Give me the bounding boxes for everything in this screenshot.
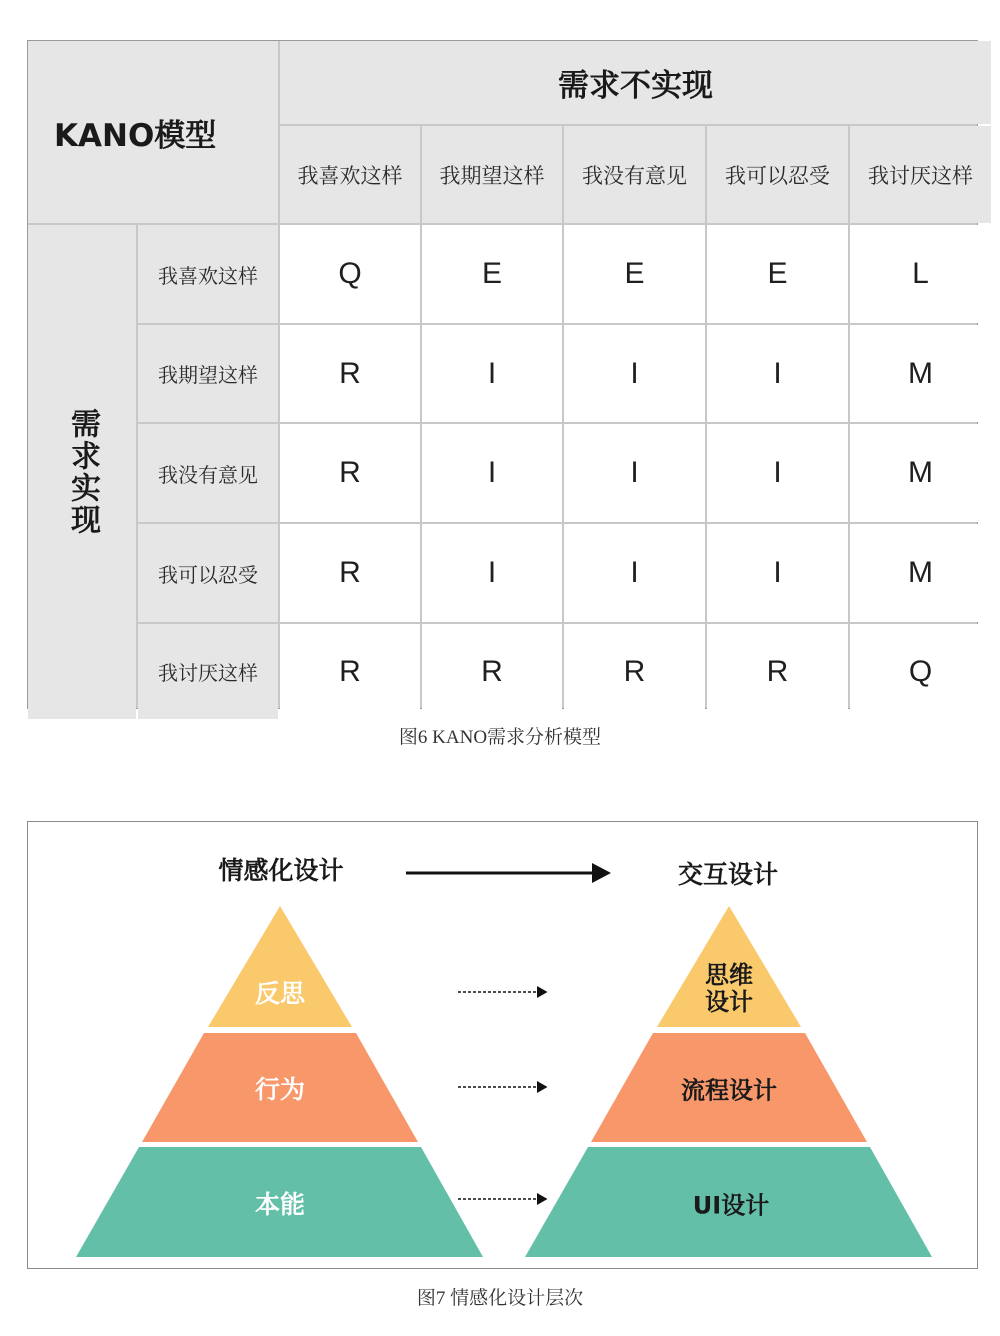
table-cell: R	[564, 624, 705, 719]
table-cell: I	[564, 424, 705, 522]
column-header: 我讨厌这样	[850, 126, 991, 223]
row-header: 我可以忍受	[138, 524, 278, 622]
emotional-design-title: 情感化设计	[218, 856, 344, 885]
table-cell: R	[280, 624, 420, 719]
table-cell: I	[564, 524, 705, 622]
row-header: 我期望这样	[138, 325, 278, 422]
table-cell: M	[850, 325, 991, 422]
figure-6-caption: 图6 KANO需求分析模型	[398, 727, 602, 748]
kano-corner-label: KANO模型	[28, 41, 278, 223]
table-cell: I	[564, 325, 705, 422]
column-header: 我期望这样	[422, 126, 562, 223]
row-header: 我没有意见	[138, 424, 278, 522]
tier-flow-design: 流程设计	[681, 1076, 777, 1105]
table-cell: Q	[280, 225, 420, 323]
table-cell: R	[422, 624, 562, 719]
table-cell: I	[707, 524, 848, 622]
figure-7-caption: 图7 情感化设计层次	[416, 1288, 584, 1309]
not-implemented-header: 需求不实现	[280, 41, 991, 124]
table-cell: R	[280, 524, 420, 622]
pyramid-graphics	[28, 822, 979, 1270]
table-cell: E	[422, 225, 562, 323]
table-cell: Q	[850, 624, 991, 719]
column-header: 我喜欢这样	[280, 126, 420, 223]
implemented-header: 需求实现	[28, 225, 136, 719]
tier-thinking-design: 思维 设计	[705, 961, 753, 1016]
tier-visceral: 本能	[254, 1190, 306, 1219]
table-cell: L	[850, 225, 991, 323]
row-header: 我喜欢这样	[138, 225, 278, 323]
table-cell: R	[280, 424, 420, 522]
tier-reflective: 反思	[254, 979, 306, 1008]
table-cell: I	[422, 325, 562, 422]
table-cell: M	[850, 424, 991, 522]
table-cell: I	[707, 424, 848, 522]
table-cell: R	[280, 325, 420, 422]
row-header: 我讨厌这样	[138, 624, 278, 719]
column-header: 我可以忍受	[707, 126, 848, 223]
table-cell: R	[707, 624, 848, 719]
main-arrow-head	[592, 863, 611, 883]
table-cell: E	[564, 225, 705, 323]
kano-table	[27, 40, 978, 709]
table-cell: I	[422, 524, 562, 622]
table-cell: E	[707, 225, 848, 323]
interaction-design-title: 交互设计	[677, 860, 779, 889]
tier-ui-design: UI设计	[692, 1191, 770, 1220]
table-cell: I	[422, 424, 562, 522]
tier-behavioral: 行为	[254, 1075, 306, 1104]
column-header: 我没有意见	[564, 126, 705, 223]
emotional-design-diagram	[27, 821, 978, 1269]
table-cell: M	[850, 524, 991, 622]
table-cell: I	[707, 325, 848, 422]
